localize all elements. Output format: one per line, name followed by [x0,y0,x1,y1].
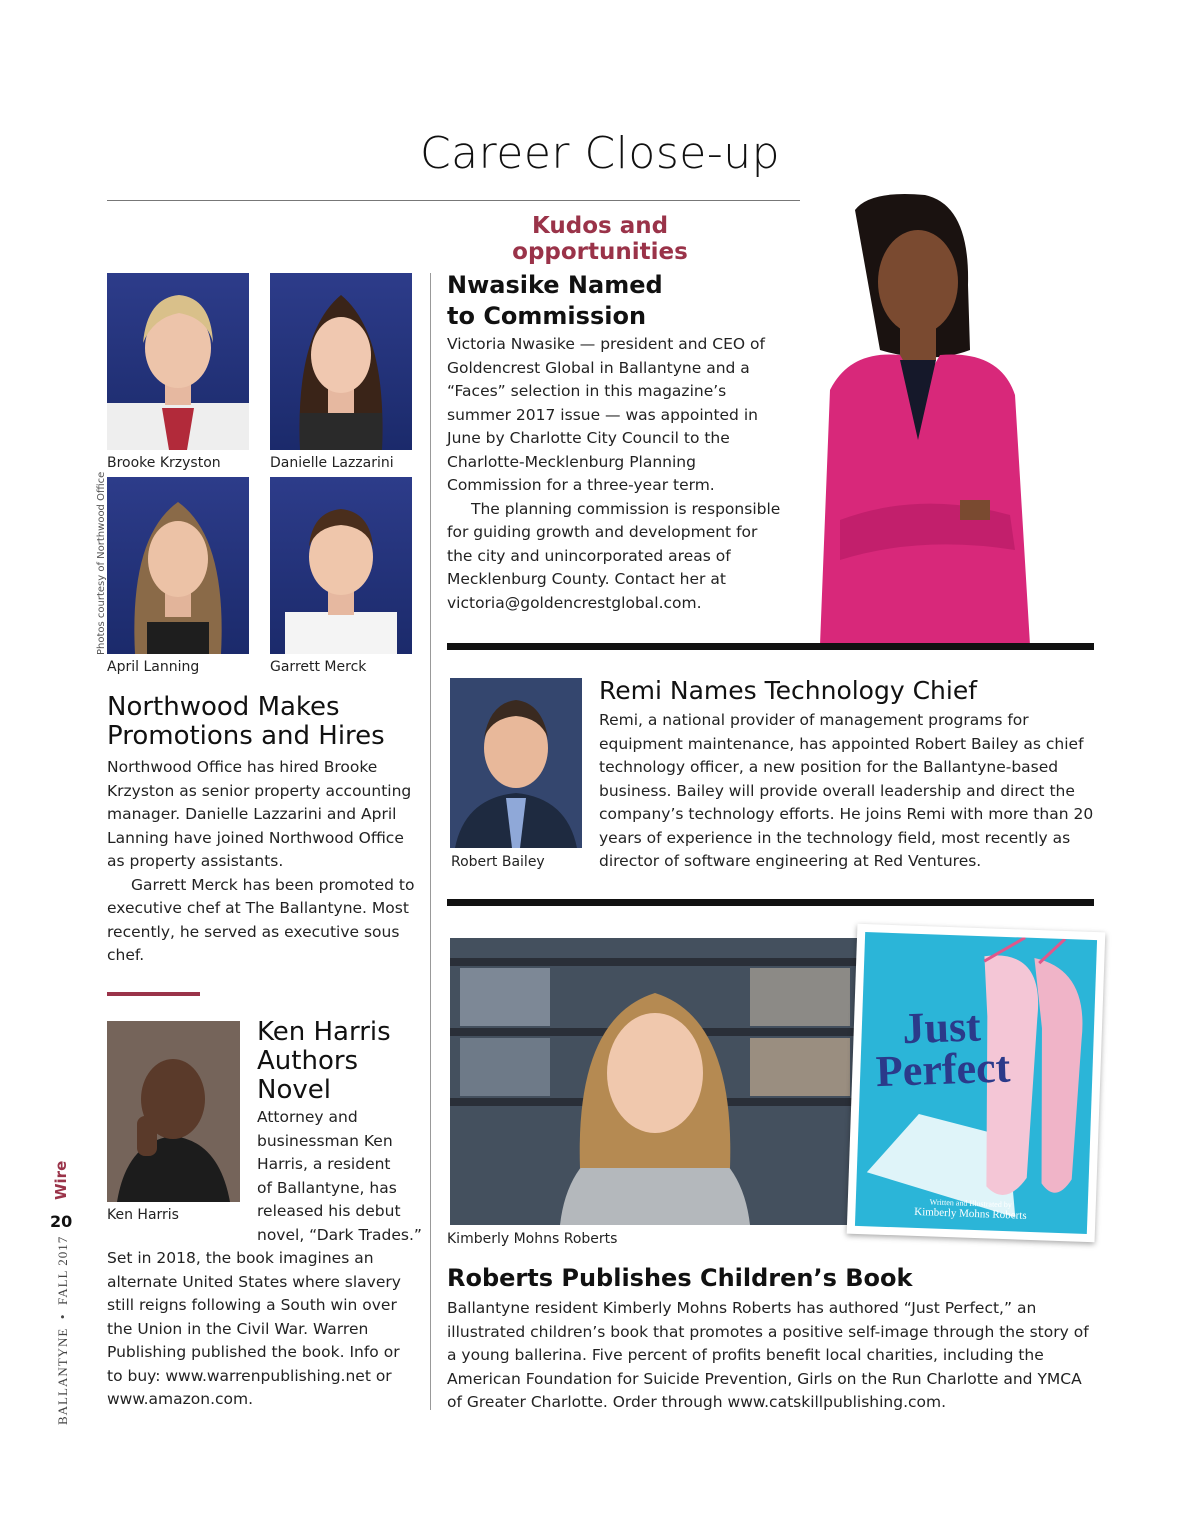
column-divider [430,273,431,1410]
ken-body-wide: Set in 2018, the book imagines an alternate United States where slavery still reigns following a South win over the Union in the Civil War. Warren Publishing published the book. Info or to buy: www.warrenpublishing.net or www.amazon.com. [107,1249,401,1408]
caption-brooke-krzyston: Brooke Krzyston [107,455,221,471]
magazine-name [55,1236,71,1425]
roberts-heading: Roberts Publishes Children’s Book [447,1264,913,1292]
nwasike-paragraph-1: Victoria Nwasike — president and CEO of Goldencrest Global in Ballantyne and a “Faces” selection in this magazine’s summer 2017 issue — was appointed in June by Charlotte City Council to the Charlotte-Mecklenburg Planning Commission for a three-year term. [447,335,765,494]
book-title-line2: Perfect [875,1042,1012,1097]
portrait-april-lanning [107,477,249,654]
page-title: Career Close-up [419,128,781,179]
ken-body-narrow [257,1106,432,1247]
remi-body: Remi, a national provider of management programs for equipment maintenance, has appointed Robert Bailey as chief technology officer, a new position for the Ballantyne-based business. Bailey will provide overall leadership and direct the company’s technology efforts. He joins Remi with more than 20 years of experience in the technology field, most recently as director of software engineering at Red Ventures. [599,711,1094,870]
ken-line-2: businessman Ken [257,1131,393,1150]
portrait-garrett-merck [270,477,412,654]
northwood-paragraph-1: Northwood Office has hired Brooke Krzyston as senior property accounting manager. Danielle Lazzarini and April Lanning have joined Northwood Office as property assistants. [107,758,412,870]
ken-heading-line2: Authors [257,1046,359,1076]
ken-heading-line1: Ken Harris [257,1017,391,1047]
northwood-body [107,756,417,968]
portrait-ken-harris [107,1021,240,1202]
caption-danielle-lazzarini: Danielle Lazzarini [270,455,394,471]
caption-kimberly-mohns-roberts: Kimberly Mohns Roberts [447,1231,618,1247]
remi-heading: Remi Names Technology Chief [599,676,978,705]
section-label: Wire [52,1160,70,1200]
caption-april-lanning: April Lanning [107,659,200,675]
northwood-heading-line1: Northwood Makes [107,692,340,722]
book-title-line1: Just [901,1001,982,1054]
northwood-paragraph-2: Garrett Merck has been promoted to executive chef at The Ballantyne. Most recently, he served as executive sous chef. [107,875,415,964]
ken-heading-line3: Novel [257,1075,331,1105]
issue-label: FALL 2017 [55,1235,70,1306]
portrait-kimberly-mohns-roberts [450,938,860,1225]
caption-garrett-merck: Garrett Merck [270,659,367,675]
portrait-danielle-lazzarini [270,273,412,450]
book-credit-line1: Written and Illustrated by [929,1197,1012,1210]
book-credit-line2: Kimberly Mohns Roberts [914,1205,1027,1222]
nwasike-paragraph-2: The planning commission is responsible for guiding growth and development for the city and unincorporated areas of Mecklenburg County. Contact her at victoria@goldencrestglobal.com. [447,499,781,612]
northwood-heading [107,693,427,751]
nwasike-heading-line1: Nwasike Named [447,271,663,299]
northwood-heading-line2: Promotions and Hires [107,721,385,751]
nwasike-heading [447,270,807,332]
book-cover-art [855,932,1097,1234]
divider-bar-1 [447,643,1094,650]
section-divider-accent [107,992,200,996]
ken-line-1: Attorney and [257,1108,358,1126]
page-number: 20 [50,1212,73,1231]
nwasike-body [447,333,782,615]
portrait-victoria-nwasike [800,190,1094,645]
portrait-brooke-krzyston [107,273,249,450]
section-subtitle: Kudos and opportunities [512,213,688,265]
book-cover-just-perfect [847,924,1106,1242]
ken-heading [257,1018,427,1105]
ken-line-5: released his debut [257,1202,401,1220]
nwasike-heading-line2: to Commission [447,302,647,330]
ken-line-6: novel, “Dark Trades.” [257,1225,422,1244]
ken-line-3: Harris, a resident [257,1155,391,1173]
photo-credit: Photos courtesy of Northwood Office [96,471,107,655]
separator-dot: • [55,1309,70,1324]
roberts-body: Ballantyne resident Kimberly Mohns Roberts has authored “Just Perfect,” an illustrated children’s book that promotes a positive self-image through the story of a young ballerina. Five percent of profits benefit local charities, including the American Foundation for Suicide Prevention, Girls on the Run Charlotte and YMCA of Greater Charlotte. Order through www.catskillpublishing.com. [447,1299,1089,1411]
caption-ken-harris: Ken Harris [107,1207,179,1223]
portrait-robert-bailey [450,678,582,848]
divider-bar-2 [447,899,1094,906]
ken-line-4: of Ballantyne, has [257,1178,397,1197]
book-title [874,1001,1012,1097]
magazine-title: BALLANTYNE [55,1327,70,1425]
caption-robert-bailey: Robert Bailey [451,854,545,870]
